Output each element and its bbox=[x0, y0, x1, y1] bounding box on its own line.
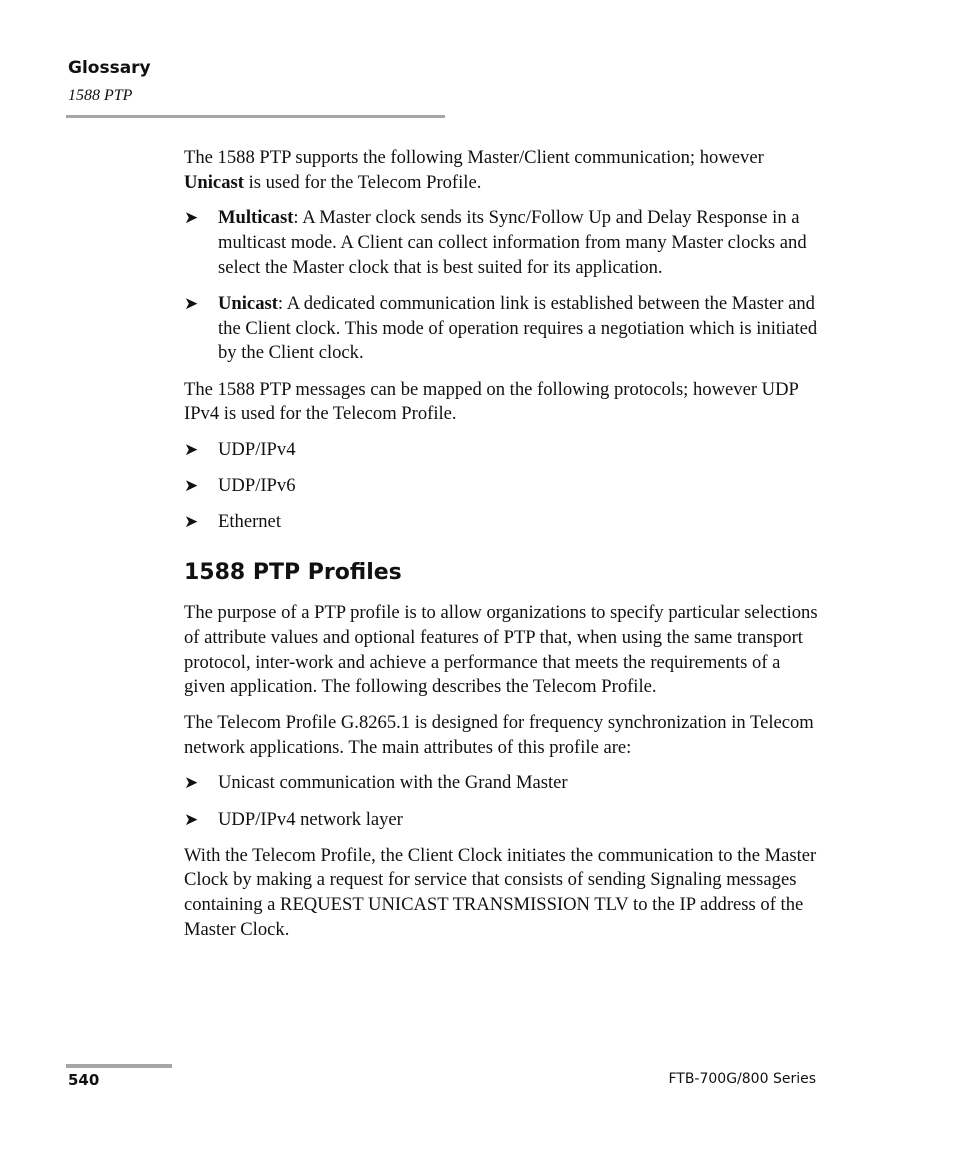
bullet-arrow-icon: ➤ bbox=[184, 476, 199, 497]
intro-text-end: is used for the Telecom Profile. bbox=[243, 171, 482, 193]
protocol-label: Ethernet bbox=[218, 511, 281, 533]
product-series: FTB-700G/800 Series bbox=[668, 1071, 816, 1087]
bullet-arrow-icon: ➤ bbox=[184, 809, 199, 830]
mode-description: : A Master clock sends its Sync/Follow Up and Delay Response in a multicast mode. A Client can collect information from many Master clocks and select the Master clock that is best suited for its application. bbox=[218, 207, 807, 278]
mode-term: Unicast bbox=[218, 293, 278, 315]
list-item bbox=[184, 510, 824, 535]
protocol-label: UDP/IPv6 bbox=[218, 475, 296, 497]
bullet-arrow-icon: ➤ bbox=[184, 208, 199, 229]
footer-rule bbox=[66, 1064, 172, 1068]
bullet-arrow-icon: ➤ bbox=[184, 294, 199, 315]
attribute-label: Unicast communication with the Grand Master bbox=[218, 772, 568, 794]
running-header-subsection: 1588 PTP bbox=[68, 87, 133, 104]
protocol-label: UDP/IPv4 bbox=[218, 439, 296, 461]
profile-purpose-paragraph: The purpose of a PTP profile is to allow organizations to specify particular selections of attribute values and optional features of PTP that, when using the same transport protocol, inter-work and achieve a performance that meets the requirements of a given application. The following describes the Telecom Profile. bbox=[184, 602, 818, 698]
protocols-list bbox=[184, 438, 824, 535]
telecom-profile-paragraph: The Telecom Profile G.8265.1 is designed for frequency synchronization in Telecom network applications. The main attributes of this profile are: bbox=[184, 711, 814, 758]
page-content bbox=[184, 146, 824, 954]
running-header-section: Glossary bbox=[68, 58, 151, 78]
profile-attributes-list bbox=[184, 771, 824, 832]
list-item bbox=[184, 206, 824, 280]
attribute-label: UDP/IPv4 network layer bbox=[218, 808, 403, 830]
intro-text: The 1588 PTP supports the following Master/Client communication; however bbox=[184, 147, 764, 168]
bullet-arrow-icon: ➤ bbox=[184, 773, 199, 794]
header-rule bbox=[66, 115, 445, 118]
intro-paragraph bbox=[184, 146, 824, 195]
list-item bbox=[184, 474, 824, 499]
mode-term: Multicast bbox=[218, 207, 294, 229]
protocols-paragraph: The 1588 PTP messages can be mapped on the following protocols; however UDP IPv4 is used for the Telecom Profile. bbox=[184, 378, 799, 425]
intro-bold: Unicast bbox=[184, 171, 244, 193]
list-item bbox=[184, 438, 824, 463]
list-item bbox=[184, 771, 824, 796]
section-heading: 1588 PTP Profiles bbox=[184, 560, 402, 586]
page-number: 540 bbox=[68, 1071, 100, 1089]
communication-modes-list bbox=[184, 206, 824, 366]
list-item bbox=[184, 808, 824, 833]
mode-description: : A dedicated communication link is established between the Master and the Client clock. This mode of operation requires a negotiation which is initiated by the Client clock. bbox=[218, 293, 818, 364]
bullet-arrow-icon: ➤ bbox=[184, 512, 199, 533]
client-clock-paragraph: With the Telecom Profile, the Client Clock initiates the communication to the Master Clock by making a request for service that consists of sending Signaling messages containing a REQUEST UNICAST TRANSMISSION TLV to the IP address of the Master Clock. bbox=[184, 844, 817, 940]
bullet-arrow-icon: ➤ bbox=[184, 440, 199, 461]
list-item bbox=[184, 292, 824, 366]
